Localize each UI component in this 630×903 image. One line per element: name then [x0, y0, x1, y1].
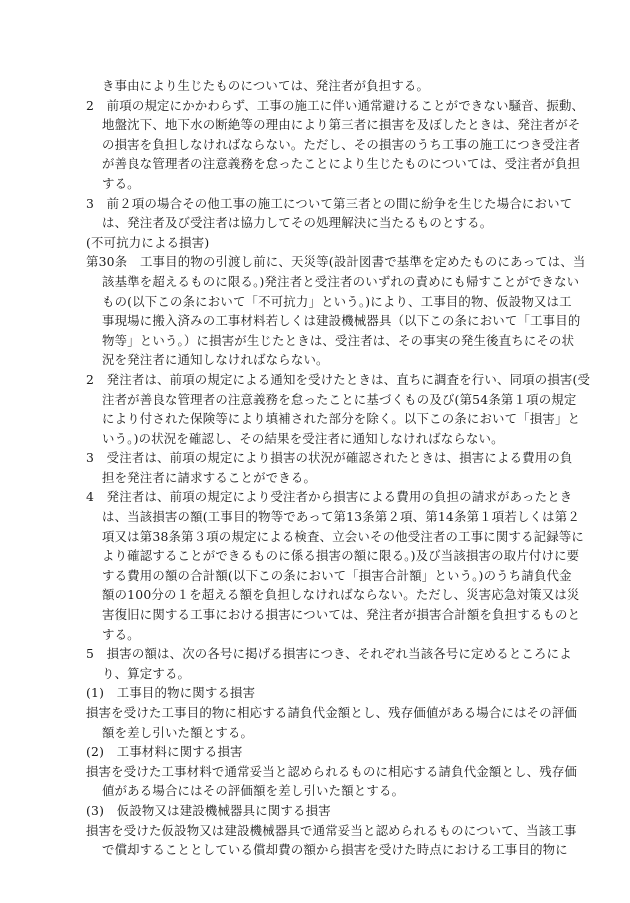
text-line: 損害を受けた工事目的物に相応する請負代金額とし、残存価値がある場合にはその評価: [86, 705, 578, 720]
text-line: (不可抗力による損害): [86, 234, 210, 250]
text-line: 項又は第38条第３項の規定による検査、立会いその他受注者の工事に関する記録等に: [102, 528, 585, 544]
text-line: いう。)の状況を確認し、その結果を受注者に通知しなければならない。: [102, 430, 504, 446]
section-heading: [86, 683, 566, 703]
text-line: 害復旧に関する工事における損害については、発注者が損害合計額を負担するものと: [102, 607, 581, 623]
text-line: が善良な管理者の注意義務を怠ったことにより生じたものについては、受注者が負担: [102, 156, 581, 172]
text-line: き事由により生じたものについては、発注者が負担する。: [102, 78, 430, 93]
continued-paragraph: [86, 76, 566, 96]
clause-paragraph: [86, 644, 572, 683]
text-line: 額を差し引いた額とする。: [102, 724, 254, 740]
section-heading: [86, 233, 566, 253]
text-line: 損害を受けた仮設物又は建設機械器具で通常妥当と認められるものについて、当該工事: [86, 822, 577, 838]
section-heading: [86, 801, 566, 821]
clause-paragraph: [86, 448, 573, 487]
text-line: 地盤沈下、地下水の断絶等の理由により第三者に損害を及ぼしたときは、発注者がそ: [102, 117, 581, 133]
text-line: 値がある場合にはその評価額を差し引いた額とする。: [102, 783, 405, 799]
text-line: 事現場に搬入済みの工事材料若しくは建設機械器具（以下この条において「工事目的: [102, 313, 581, 329]
subitem-paragraph: [86, 762, 578, 801]
text-line: り、算定する。: [102, 665, 191, 681]
text-line: 2 発注者は、前項の規定による通知を受けたときは、直ちに調査を行い、同項の損害(受: [86, 371, 591, 387]
text-line: は、発注者及び受注者は協力してその処理解決に当たるものとする。: [102, 215, 493, 231]
clause-paragraph: [86, 96, 585, 194]
article-paragraph: [86, 252, 586, 370]
text-line: 該基準を超えるものに限る。)発注者と受注者のいずれの責めにも帰すことができない: [102, 273, 580, 289]
text-line: (2) 工事材料に関する損害: [86, 744, 243, 760]
text-line: により付された保険等により填補された部分を除く。以下この条において「損害」と: [102, 411, 581, 427]
document-body: [86, 76, 591, 860]
text-line: 3 前２項の場合その他工事の施工について第三者との間に紛争を生じた場合において: [86, 195, 573, 211]
text-line: する。: [102, 175, 140, 191]
subitem-paragraph: [86, 703, 578, 742]
text-line: (1) 工事目的物に関する損害: [86, 685, 256, 701]
text-line: する費用の額の合計額(以下この条において「損害合計額」という。)のうち請負代金: [102, 567, 572, 583]
text-line: 2 前項の規定にかかわらず、工事の施工に伴い通常避けることができない騒音、振動、: [86, 97, 585, 113]
clause-paragraph: [86, 370, 591, 448]
text-line: は、当該損害の額(工事目的物等であって第13条第２項、第14条第１項若しくは第２: [102, 509, 580, 525]
text-line: 5 損害の額は、次の各号に掲げる損害につき、それぞれ当該各号に定めるところによ: [86, 646, 572, 662]
text-line: 損害を受けた工事材料で通常妥当と認められるものに相応する請負代金額とし、残存価: [86, 763, 578, 779]
text-line: 況を発注者に通知しなければならない。: [102, 352, 329, 368]
text-line: 4 発注者は、前項の規定により受注者から損害による費用の負担の請求があったとき: [86, 489, 573, 505]
text-line: より確認することができるものに係る損害の額に限る。)及び当該損害の取片付けに要: [102, 548, 580, 564]
text-line: 注者が善良な管理者の注意義務を怠ったことに基づくもの及び(第54条第１項の規定: [102, 391, 577, 407]
subitem-paragraph: [86, 821, 577, 860]
text-line: もの(以下この条において「不可抗力」という。)により、工事目的物、仮設物又は工: [102, 293, 572, 309]
section-heading: [86, 742, 566, 762]
text-line: の損害を負担しなければならない。ただし、その損害のうち工事の施工につき受注者: [102, 136, 581, 152]
text-line: 担を発注者に請求することができる。: [102, 469, 317, 485]
text-line: 3 受注者は、前項の規定により損害の状況が確認されたときは、損害による費用の負: [86, 450, 573, 466]
text-line: 額の100分の１を超える額を負担しなければならない。ただし、災害応急対策又は災: [102, 587, 580, 603]
clause-paragraph: [86, 487, 585, 644]
text-line: する。: [102, 626, 140, 642]
text-line: 物等」という。）に損害が生じたときは、受注者は、その事実の発生後直ちにその状: [102, 332, 575, 348]
text-line: (3) 仮設物又は建設機械器具に関する損害: [86, 802, 331, 818]
clause-paragraph: [86, 194, 573, 233]
text-line: 第30条 工事目的物の引渡し前に、天災等(設計図書で基準を定めたものにあっては、当: [86, 254, 586, 270]
text-line: で償却することとしている償却費の額から損害を受けた時点における工事目的物に: [102, 842, 568, 858]
